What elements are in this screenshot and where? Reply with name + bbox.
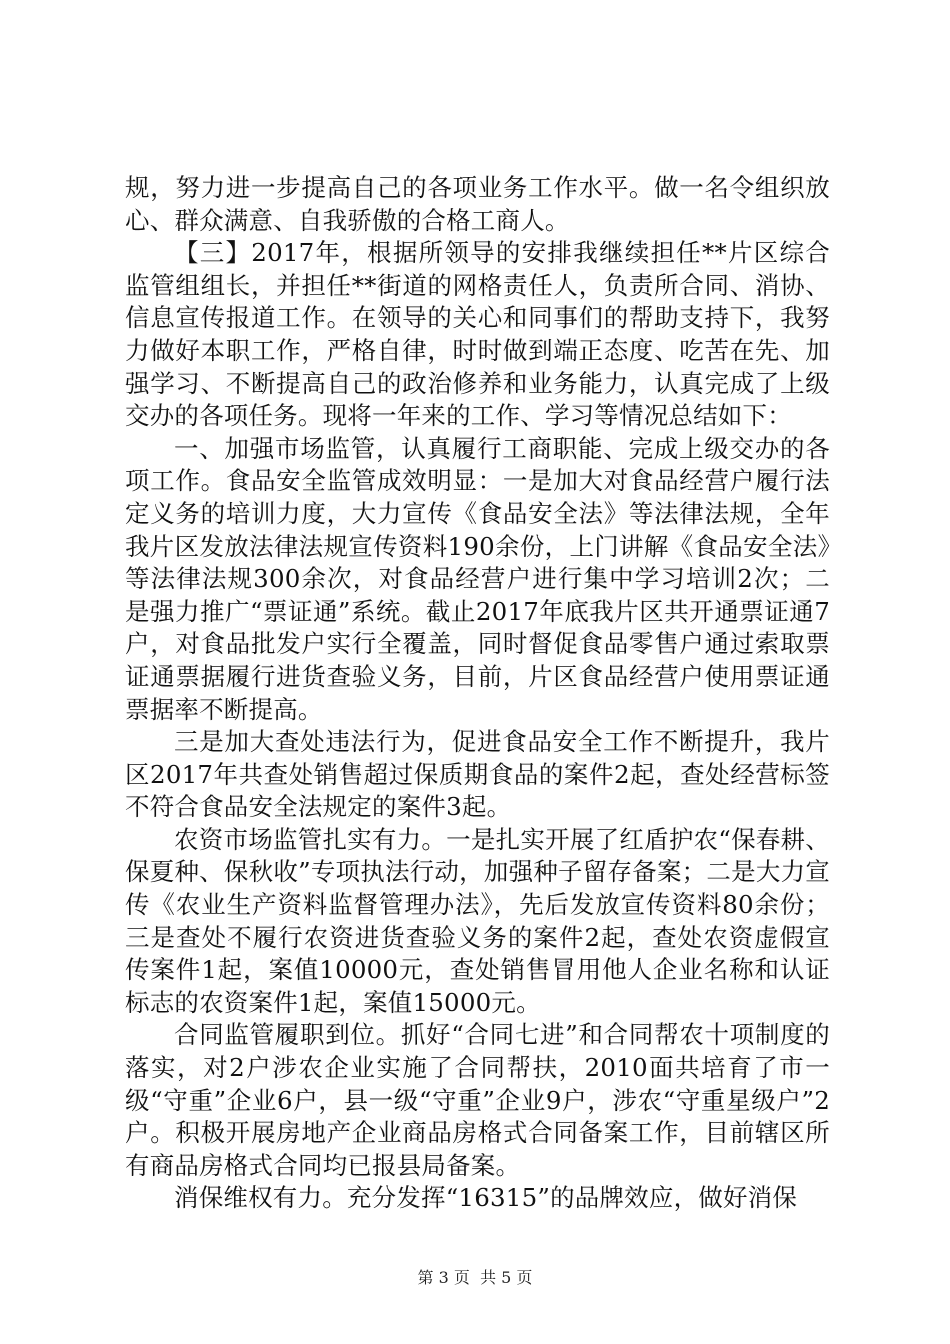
paragraph-illegal-cases: 三是加大查处违法行为，促进食品安全工作不断提升，我片区2017年共查处销售超过保质期食品的案件2起，查处经营标签不符合食品安全法规定的案件3起。 bbox=[125, 727, 830, 822]
paragraph-section-three-intro: 【三】2017年，根据所领导的安排我继续担任**片区综合监管组组长，并担任**街道的网格责任人，负责所合同、消协、信息宣传报道工作。在领导的关心和同事们的帮助支持下，我努力做好本职工作，严格自律，时时做到端正态度、吃苦在先、加强学习、不断提高自己的政治修养和业务能力，认真完成了上级交办的各项任务。现将一年来的工作、学习等情况总结如下： bbox=[125, 238, 830, 431]
paragraph-consumer-protection: 消保维权有力。充分发挥“16315”的品牌效应，做好消保 bbox=[174, 1183, 798, 1213]
paragraph-market-supervision: 一、加强市场监管，认真履行工商职能、完成上级交办的各项工作。食品安全监管成效明显：一是加大对食品经营户履行法定义务的培训力度，大力宣传《食品安全法》等法律法规，全年我片区发放法律法规宣传资料190余份，上门讲解《食品安全法》等法律法规300余次，对食品经营户进行集中学习培训2次；二是强力推广“票证通”系统。截止2017年底我片区共开通票证通7户，对食品批发户实行全覆盖，同时督促食品零售户通过索取票证通票据履行进货查验义务，目前，片区食品经营户使用票证通票据率不断提高。 bbox=[125, 433, 830, 724]
paragraph-contract-supervision: 合同监管履职到位。抓好“合同七进”和合同帮农十项制度的落实，对2户涉农企业实施了合同帮扶，2010面共培育了市一级“守重”企业6户，县一级“守重”企业9户，涉农“守重星级户”2户。积极开展房地产企业商品房格式合同备案工作，目前辖区所有商品房格式合同均已报县局备案。 bbox=[125, 1020, 830, 1180]
paragraph-continuation: 规，努力进一步提高自己的各项业务工作水平。做一名令组织放心、群众满意、自我骄傲的合格工商人。 bbox=[125, 173, 830, 235]
page-number-footer: 第 3 页 共 5 页 bbox=[417, 1268, 533, 1287]
paragraph-agricultural-supplies: 农资市场监管扎实有力。一是扎实开展了红盾护农“保春耕、保夏种、保秋收”专项执法行动，加强种子留存备案；二是大力宣传《农业生产资料监督管理办法》，先后发放宣传资料80余份；三是查处不履行农资进货查验义务的案件2起，查处农资虚假宣传案件1起，案值10000元，查处销售冒用他人企业名称和认证标志的农资案件1起，案值15000元。 bbox=[125, 824, 830, 1017]
document-body bbox=[125, 172, 830, 1215]
